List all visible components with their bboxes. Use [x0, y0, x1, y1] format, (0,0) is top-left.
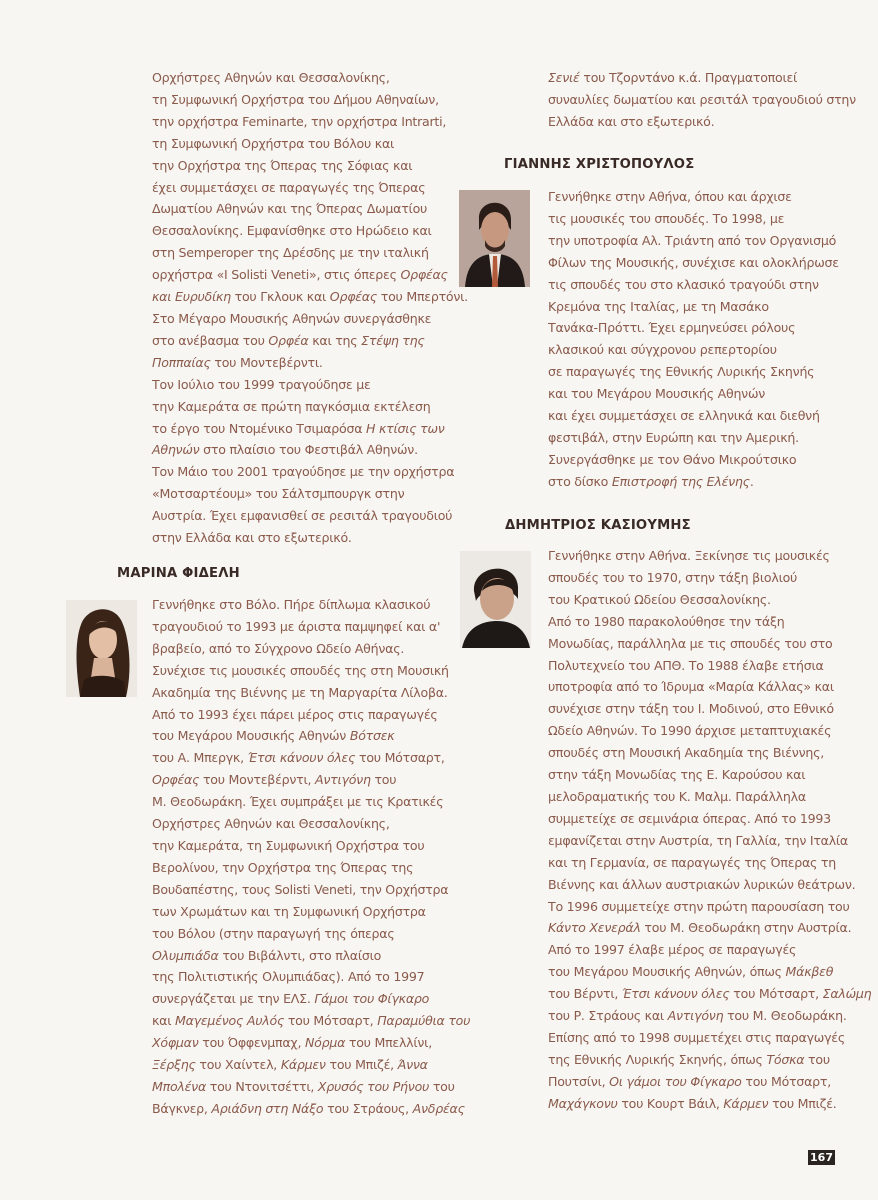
text-line: και Μαγεμένος Αυλός του Μότσαρτ, Παραμύθια του	[152, 1013, 471, 1029]
text-line: τη Συμφωνική Ορχήστρα του Δήμου Αθηναίων,	[152, 91, 439, 107]
text-line: στην τάξη Μονωδίας της Ε. Καρούσου και	[548, 767, 806, 783]
bio-text-dimitrios-kasioumis	[548, 545, 871, 1115]
text-line: συνέχισε στην τάξη του Ι. Μοδινού, στο Εθνικό	[548, 701, 834, 717]
text-line: έχει συμμετάσχει σε παραγωγές της Όπερας	[152, 179, 426, 195]
text-line: εμφανίζεται στην Αυστρία, τη Γαλλία, την Ιταλία	[548, 832, 848, 848]
text-line: Βερολίνου, την Ορχήστρα της Όπερας της	[152, 859, 414, 875]
text-line: σπουδές του το 1970, στην τάξη βιολιού	[548, 569, 798, 585]
text-line: Ορφέας του Μοντεβέρντι, Αντιγόνη του	[152, 772, 397, 788]
text-line: Χόφμαν του Όφφενμπαχ, Νόρμα του Μπελλίνι,	[152, 1035, 432, 1051]
text-line: Από το 1980 παρακολούθησε την τάξη	[548, 613, 785, 629]
text-line: Αυστρία. Έχει εμφανισθεί σε ρεσιτάλ τραγουδιού	[152, 508, 453, 524]
text-line: Το 1996 συμμετείχε στην πρώτη παρουσίαση του	[548, 898, 850, 914]
text-line: και τη Γερμανία, σε παραγωγές της Όπερας τη	[548, 854, 837, 870]
text-line: και Ευρυδίκη του Γκλουκ και Ορφέας του Μπερτόνι.	[152, 289, 468, 305]
text-line: των Χρωμάτων και τη Συμφωνική Ορχήστρα	[152, 903, 426, 919]
text-line: Μ. Θεοδωράκη. Έχει συμπράξει με τις Κρατικές	[152, 794, 444, 810]
text-line: συμμετείχε σε σεμινάρια όπερας. Από το 1993	[548, 810, 831, 826]
text-line: σπουδές στη Μουσική Ακαδημία της Βιέννης,	[548, 745, 824, 761]
text-line: την υποτροφία Αλ. Τριάντη από τον Οργανισμό	[548, 232, 837, 248]
text-line: την Καμεράτα, τη Συμφωνική Ορχήστρα του	[152, 837, 425, 853]
bio-heading-marina-fideli: ΜΑΡΙΝΑ ΦΙΔΕΛΗ	[117, 566, 240, 581]
text-line: Τον Μάιο του 2001 τραγούδησε με την ορχήστρα	[152, 464, 455, 480]
text-line: Γεννήθηκε στην Αθήνα. Ξεκίνησε τις μουσικές	[548, 548, 830, 563]
text-line: Πουτσίνι, Οι γάμοι του Φίγκαρο του Μότσαρτ,	[548, 1073, 831, 1089]
text-line: συναυλίες δωματίου και ρεσιτάλ τραγουδιού στην	[548, 91, 856, 107]
text-line: Βουδαπέστης, τους Solisti Veneti, την Ορχήστρα	[152, 881, 449, 897]
text-line: Τον Ιούλιο του 1999 τραγούδησε με	[152, 376, 371, 392]
text-line: τις μουσικές του σπουδές. Το 1998, με	[548, 210, 785, 226]
text-line: και έχει συμμετάσχει σε ελληνικά και διεθνή	[548, 408, 820, 424]
text-line: Ορχήστρες Αθηνών και Θεσσαλονίκης,	[152, 816, 390, 832]
text-line: Ελλάδα και στο εξωτερικό.	[548, 113, 715, 129]
text-line: συνεργάζεται με την ΕΛΣ. Γάμοι του Φίγκαρο	[152, 991, 430, 1007]
text-line: Μπολένα του Ντονιτσέττι, Χρυσός του Ρήνου του	[152, 1078, 455, 1094]
text-line: του Μεγάρου Μουσικής Αθηνών, όπως Μάκβεθ	[548, 964, 834, 980]
text-line: του Α. Μπεργκ, Έτσι κάνουν όλες του Μότσαρτ,	[152, 750, 445, 766]
text-line: του Βόλου (στην παραγωγή της όπερας	[152, 925, 395, 941]
text-line: κλασικού και σύγχρονου ρεπερτορίου	[548, 342, 777, 358]
text-line: Πολυτεχνείο του ΑΠΘ. Το 1988 έλαβε ετήσια	[548, 657, 824, 673]
text-line: υποτροφία από το Ίδρυμα «Μαρία Κάλλας» και	[548, 679, 834, 695]
text-line: Τανάκα-Πρόττι. Έχει ερμηνεύσει ρόλους	[548, 320, 796, 336]
text-line: την ορχήστρα Feminarte, την ορχήστρα Intrarti,	[152, 113, 447, 129]
text-line: Μονωδίας, παράλληλα με τις σπουδές του στο	[548, 635, 833, 651]
text-line: Βάγκνερ, Αριάδνη στη Νάξο του Στράους, Ανδρέας	[152, 1100, 465, 1116]
text-line: βραβείο, από το Σύγχρονο Ωδείο Αθήνας.	[152, 640, 405, 656]
text-line: Δωματίου Αθηνών και της Όπερας Δωματίου	[152, 201, 428, 217]
left-continued-text	[152, 67, 468, 549]
text-line: το έργο του Ντομένικο Τσιμαρόσα Η κτίσις των	[152, 420, 445, 436]
text-line: Επίσης από το 1998 συμμετέχει στις παραγωγές	[548, 1029, 845, 1045]
text-line: του Κρατικού Ωδείου Θεσσαλονίκης.	[548, 591, 771, 607]
text-line: του Βέρντι, Έτσι κάνουν όλες του Μότσαρτ, Σαλώμη	[548, 986, 872, 1002]
text-line: Ποππαίας του Μοντεβέρντι.	[152, 354, 323, 370]
text-line: Συνεργάσθηκε με τον Θάνο Μικρούτσικο	[548, 451, 797, 467]
text-line: μελοδραματικής του Κ. Μαλμ. Παράλληλα	[548, 788, 806, 804]
text-line: Γεννήθηκε στο Βόλο. Πήρε δίπλωμα κλασικού	[152, 597, 431, 612]
text-line: την Καμεράτα σε πρώτη παγκόσμια εκτέλεση	[152, 398, 431, 414]
text-line: Αθηνών στο πλαίσιο του Φεστιβάλ Αθηνών.	[152, 442, 418, 458]
bio-heading-dimitrios-kasioumis: ΔΗΜΗΤΡΙΟΣ ΚΑΣΙΟΥΜΗΣ	[505, 518, 691, 533]
text-line: Βιέννης και άλλων αυστριακών λυρικών θεάτρων.	[548, 876, 856, 892]
text-line: Φίλων της Μουσικής, συνέχισε και ολοκλήρωσε	[548, 254, 839, 270]
portrait-photo-dimitrios-kasioumis	[460, 551, 531, 648]
text-line: τη Συμφωνική Ορχήστρα του Βόλου και	[152, 135, 395, 151]
text-line: την Ορχήστρα της Όπερας της Σόφιας και	[152, 157, 413, 173]
portrait-photo-marina-fideli	[66, 600, 137, 697]
text-line: Θεσσαλονίκης. Εμφανίσθηκε στο Ηρώδειο και	[152, 223, 432, 239]
text-line: της Εθνικής Λυρικής Σκηνής, όπως Τόσκα του	[548, 1051, 830, 1067]
text-line: τραγουδιού το 1993 με άριστα παμψηφεί και α'	[152, 618, 441, 634]
text-line: ορχήστρα «I Solisti Veneti», στις όπερες Ορφέας	[152, 267, 448, 283]
text-line: Στο Μέγαρο Μουσικής Αθηνών συνεργάσθηκε	[152, 310, 432, 326]
text-line: Ακαδημία της Βιέννης με τη Μαργαρίτα Λίλοβα.	[152, 684, 448, 700]
page-number: 167	[808, 1150, 835, 1165]
portrait-photo-giannis-christopoulos	[459, 190, 530, 287]
text-line: και του Μεγάρου Μουσικής Αθηνών	[548, 386, 766, 402]
text-line: Σενιέ του Τζορντάνο κ.ά. Πραγματοποιεί	[548, 70, 798, 85]
text-line: τις σπουδές του στο κλασικό τραγούδι στην	[548, 276, 819, 292]
text-line: Ωδείο Αθηνών. Το 1990 άρχισε μεταπτυχιακές	[548, 723, 832, 739]
bio-heading-giannis-christopoulos: ΓΙΑΝΝΗΣ ΧΡΙΣΤΟΠΟΥΛΟΣ	[504, 157, 695, 172]
text-line: Συνέχισε τις μουσικές σπουδές της στη Μουσική	[152, 662, 449, 678]
text-line: Από το 1997 έλαβε μέρος σε παραγωγές	[548, 942, 797, 958]
text-line: Ολυμπιάδα του Βιβάλντι, στο πλαίσιο	[152, 947, 382, 963]
text-line: Ορχήστρες Αθηνών και Θεσσαλονίκης,	[152, 70, 390, 85]
text-line: «Μοτσαρτέουμ» του Σάλτσμπουργκ στην	[152, 486, 405, 502]
text-line: φεστιβάλ, στην Ευρώπη και την Αμερική.	[548, 429, 799, 445]
bio-text-marina-fideli	[152, 594, 470, 1120]
text-line: στην Ελλάδα και στο εξωτερικό.	[152, 530, 352, 546]
text-line: της Πολιτιστικής Ολυμπιάδας). Από το 1997	[152, 969, 425, 985]
text-line: σε παραγωγές της Εθνικής Λυρικής Σκηνής	[548, 364, 815, 380]
text-line: Ξέρξης του Χαίντελ, Κάρμεν του Μπιζέ, Άννα	[152, 1057, 428, 1073]
text-line: Γεννήθηκε στην Αθήνα, όπου και άρχισε	[548, 189, 792, 204]
right-continued-text	[548, 67, 856, 133]
text-line: Κάντο Χενεράλ του Μ. Θεοδωράκη στην Αυστρία.	[548, 920, 852, 936]
text-line: Κρεμόνα της Ιταλίας, με τη Μασάκο	[548, 298, 769, 314]
text-line: στη Semperoper της Δρέσδης με την ιταλική	[152, 245, 429, 261]
text-line: Από το 1993 έχει πάρει μέρος στις παραγωγές	[152, 706, 438, 722]
text-line: στο ανέβασμα του Ορφέα και της Στέψη της	[152, 332, 425, 348]
text-line: του Ρ. Στράους και Αντιγόνη του Μ. Θεοδωράκη.	[548, 1008, 847, 1024]
text-line: Μαχάγκονυ του Κουρτ Βάιλ, Κάρμεν του Μπιζέ.	[548, 1095, 837, 1111]
bio-text-giannis-christopoulos	[548, 186, 839, 493]
text-line: του Μεγάρου Μουσικής Αθηνών Βότσεκ	[152, 728, 395, 744]
text-line: στο δίσκο Επιστροφή της Ελένης.	[548, 473, 754, 489]
